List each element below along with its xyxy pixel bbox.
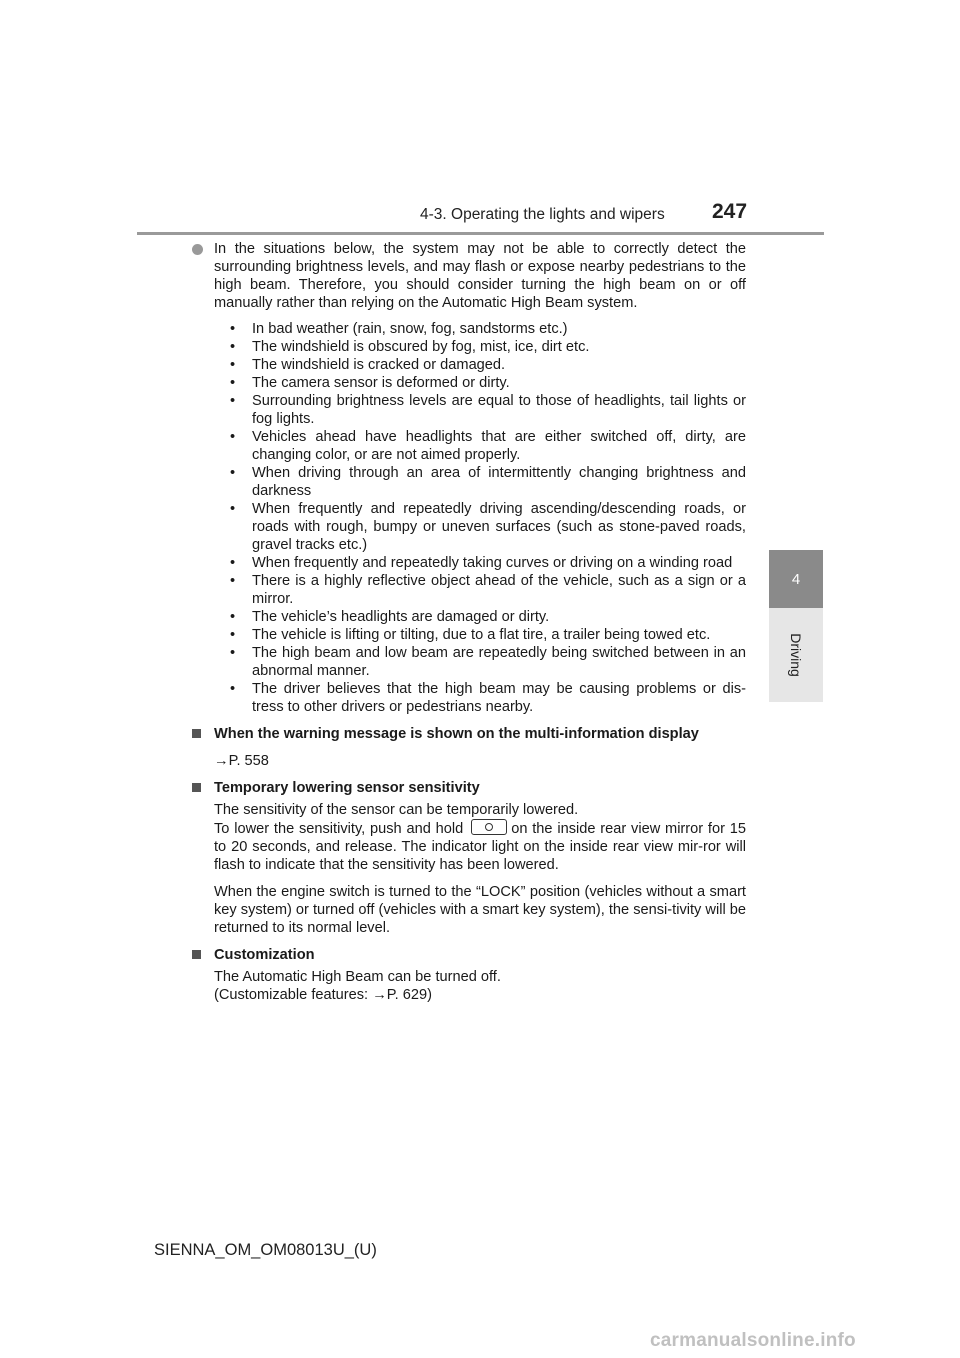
list-item: • The windshield is obscured by fog, mist, ice, dirt etc. — [230, 339, 590, 355]
list-item: • The driver believes that the high beam may be causing problems or dis-tress to other drivers or pedestrians nearby. — [230, 681, 746, 715]
chapter-label: Driving — [788, 633, 804, 677]
mirror-switch-icon — [471, 819, 507, 835]
section-text: The sensitivity of the sensor can be temporarily lowered. To lower the sensitivity, push and hold on the inside rear view mirror for 15 to 20 seconds, and release. The indicator light on the inside rear view mir-ror will flash to indicate that the sensitivity has been lowered. — [214, 802, 746, 873]
section-customization — [204, 946, 746, 1004]
section-heading: Temporary lowering sensor sensitivity — [214, 780, 480, 796]
section-text: The Automatic High Beam can be turned off. (Customizable features: →P. 629) — [214, 969, 501, 1003]
section-heading: When the warning message is shown on the multi-information display — [214, 726, 699, 742]
page-reference[interactable]: P. 629) — [386, 987, 432, 1003]
arrow-right-icon: → — [372, 987, 387, 1003]
header-title: 4-3. Operating the lights and wipers — [420, 206, 665, 223]
list-item: • When driving through an area of intermittently changing brightness and darkness — [230, 465, 746, 499]
list-item: • Vehicles ahead have headlights that are either switched off, dirty, are changing color, or are not aimed properly. — [230, 429, 746, 463]
list-item: • The camera sensor is deformed or dirty. — [230, 375, 510, 391]
page-reference[interactable]: →P. 558 — [214, 753, 269, 769]
section-text: When the engine switch is turned to the “LOCK” position (vehicles without a smart key system) or turned off (vehicles with a smart key system), the sensi-tivity will be returned to its normal level. — [214, 884, 746, 936]
square-bullet-icon — [192, 783, 201, 792]
intro-block — [190, 240, 746, 312]
list-item: • When frequently and repeatedly driving ascending/descending roads, or roads with rough, bumpy or uneven surfaces (such as stone-paved roads, gravel tracks etc.) — [230, 501, 746, 553]
intro-paragraph: In the situations below, the system may not be able to correctly detect the surrounding brightness levels, and may flash or expose nearby pedestrians to the high beam. Therefore, you should consider turning the high beam on or off manually rather than relying on the Automatic High Beam system. — [214, 241, 746, 311]
situations-list — [214, 320, 746, 716]
arrow-right-icon: → — [214, 753, 229, 769]
section-heading: Customization — [214, 947, 315, 963]
list-item: • When frequently and repeatedly taking curves or driving on a winding road — [230, 555, 733, 571]
section-sensitivity — [204, 779, 746, 937]
chapter-number: 4 — [791, 570, 801, 588]
list-item: • The high beam and low beam are repeatedly being switched between in an abnormal manner. — [230, 645, 746, 679]
document-code: SIENNA_OM_OM08013U_(U) — [154, 1241, 377, 1259]
square-bullet-icon — [192, 950, 201, 959]
page-number: 247 — [712, 200, 748, 223]
list-item: • Surrounding brightness levels are equal to those of headlights, tail lights or fog lights. — [230, 393, 746, 427]
list-item: • There is a highly reflective object ahead of the vehicle, such as a sign or a mirror. — [230, 573, 746, 607]
chapter-tab — [769, 550, 823, 608]
header-rule — [137, 232, 824, 235]
square-bullet-icon — [192, 729, 201, 738]
circle-bullet-icon — [192, 244, 203, 255]
page-content — [214, 240, 746, 1004]
list-item: • In bad weather (rain, snow, fog, sandstorms etc.) — [230, 321, 568, 337]
watermark: carmanualsonline.info — [650, 1330, 856, 1351]
list-item: • The vehicle’s headlights are damaged or dirty. — [230, 609, 550, 625]
list-item: • The vehicle is lifting or tilting, due to a flat tire, a trailer being towed etc. — [230, 627, 711, 643]
list-item: • The windshield is cracked or damaged. — [230, 357, 506, 373]
section-warning-message — [204, 725, 746, 770]
